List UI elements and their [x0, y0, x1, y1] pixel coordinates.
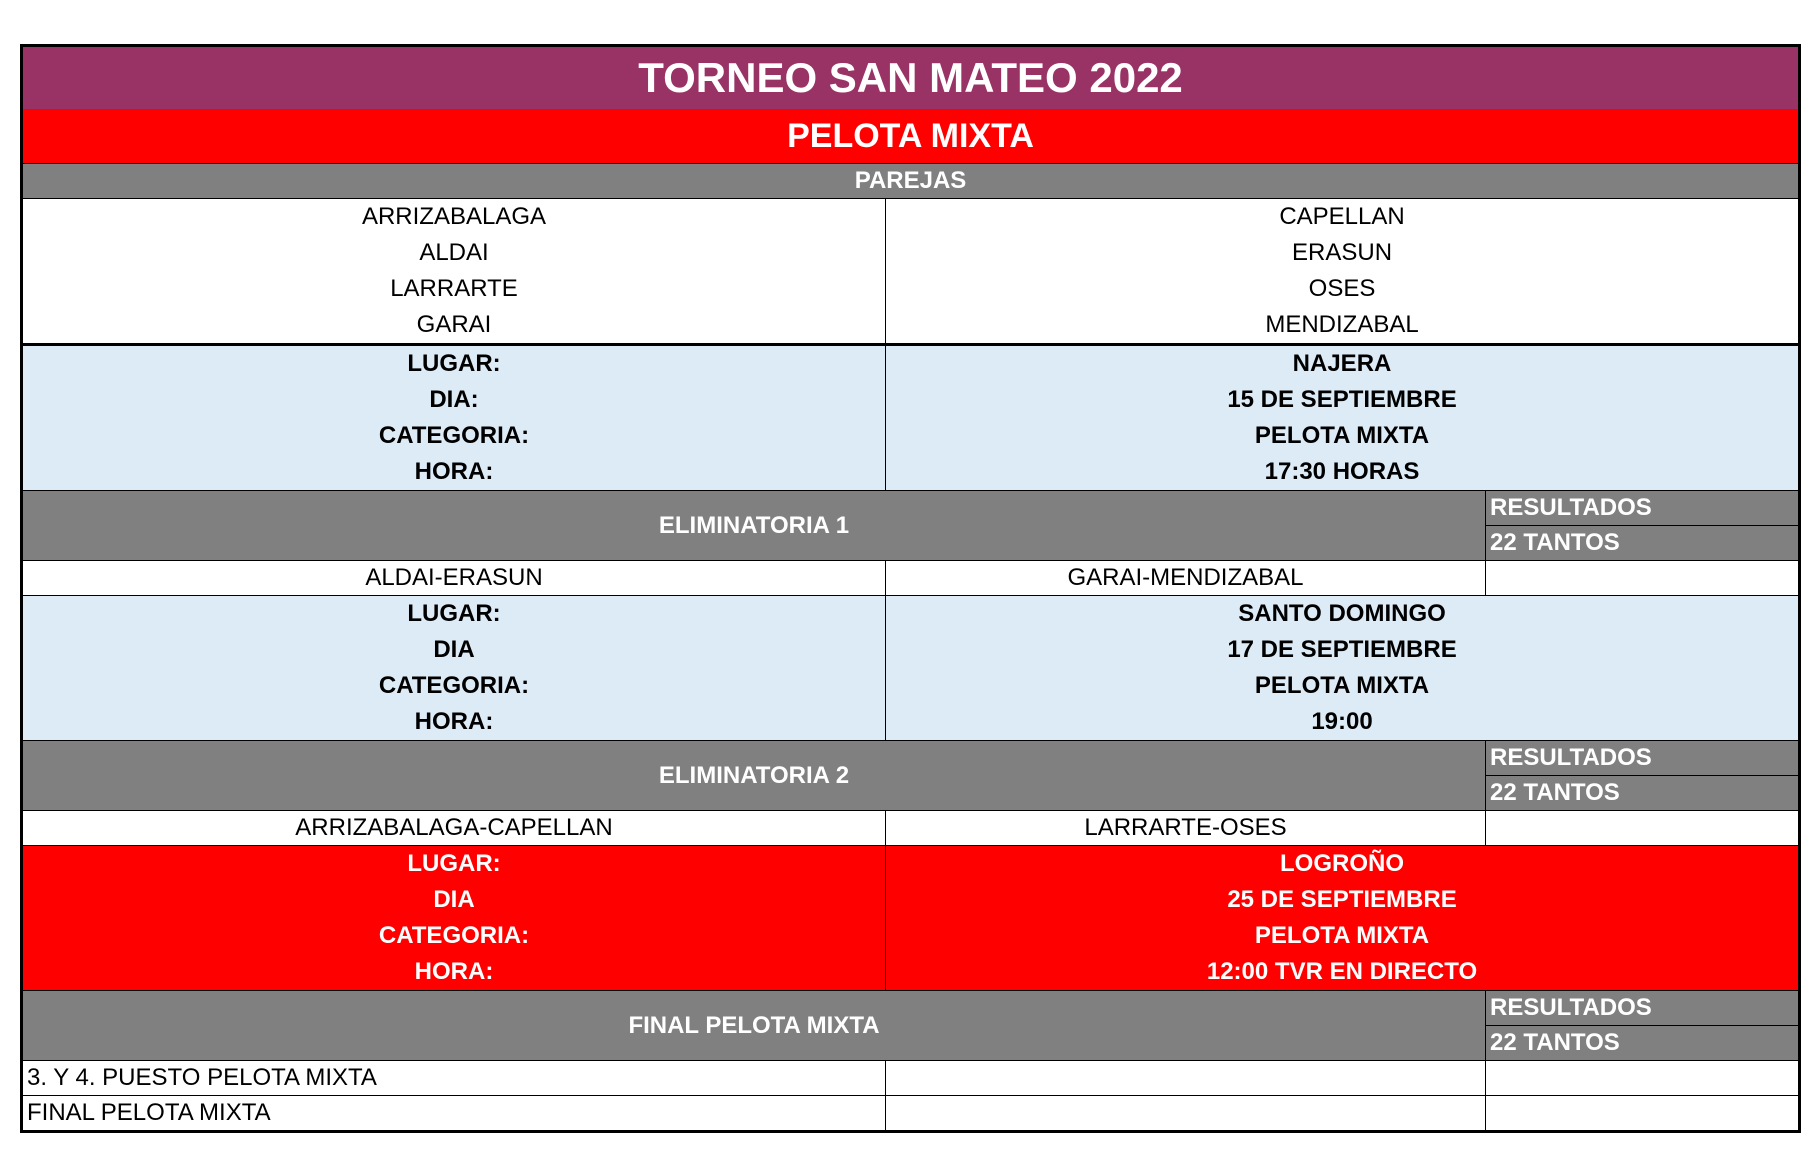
final-row-third-place: 3. Y 4. PUESTO PELOTA MIXTA — [22, 1061, 886, 1096]
pareja-left-1: ARRIZABALAGA — [22, 199, 886, 236]
eliminatoria-2-header: ELIMINATORIA 2 — [22, 741, 1486, 811]
eliminatoria-1-match-left: ALDAI-ERASUN — [22, 561, 886, 596]
final-row-final-match[interactable] — [886, 1096, 1486, 1132]
pareja-right-3: OSES — [886, 271, 1800, 307]
parejas-header: PAREJAS — [22, 164, 1800, 199]
info3-label-hora: HORA: — [22, 954, 886, 991]
final-header: FINAL PELOTA MIXTA — [22, 991, 1486, 1061]
info3-label-dia: DIA — [22, 882, 886, 918]
eliminatoria-2-tantos: 22 TANTOS — [1486, 776, 1800, 811]
eliminatoria-1-match-right: GARAI-MENDIZABAL — [886, 561, 1486, 596]
eliminatoria-2-match-left: ARRIZABALAGA-CAPELLAN — [22, 811, 886, 846]
info3-value-categoria: PELOTA MIXTA — [886, 918, 1800, 954]
eliminatoria-1-header: ELIMINATORIA 1 — [22, 491, 1486, 561]
info2-label-hora: HORA: — [22, 704, 886, 741]
eliminatoria-2-resultados: RESULTADOS — [1486, 741, 1800, 776]
pareja-right-4: MENDIZABAL — [886, 307, 1800, 345]
eliminatoria-1-result-cell[interactable] — [1486, 561, 1800, 596]
info3-value-hora: 12:00 TVR EN DIRECTO — [886, 954, 1800, 991]
info2-label-lugar: LUGAR: — [22, 596, 886, 633]
info1-label-hora: HORA: — [22, 454, 886, 491]
info3-label-categoria: CATEGORIA: — [22, 918, 886, 954]
eliminatoria-1-resultados: RESULTADOS — [1486, 491, 1800, 526]
info1-label-categoria: CATEGORIA: — [22, 418, 886, 454]
info1-label-lugar: LUGAR: — [22, 345, 886, 383]
info2-label-dia: DIA — [22, 632, 886, 668]
eliminatoria-2-match-right: LARRARTE-OSES — [886, 811, 1486, 846]
info1-value-hora: 17:30 HORAS — [886, 454, 1800, 491]
info3-value-lugar: LOGROÑO — [886, 846, 1800, 883]
pareja-right-1: CAPELLAN — [886, 199, 1800, 236]
pareja-left-2: ALDAI — [22, 235, 886, 271]
final-row-final: FINAL PELOTA MIXTA — [22, 1096, 886, 1132]
final-row-final-result[interactable] — [1486, 1096, 1800, 1132]
info3-value-dia: 25 DE SEPTIEMBRE — [886, 882, 1800, 918]
info2-value-categoria: PELOTA MIXTA — [886, 668, 1800, 704]
info1-value-dia: 15 DE SEPTIEMBRE — [886, 382, 1800, 418]
final-row-third-place-result[interactable] — [1486, 1061, 1800, 1096]
tournament-sheet — [20, 44, 1798, 1133]
info1-label-dia: DIA: — [22, 382, 886, 418]
final-row-third-place-match[interactable] — [886, 1061, 1486, 1096]
final-tantos: 22 TANTOS — [1486, 1026, 1800, 1061]
info2-value-hora: 19:00 — [886, 704, 1800, 741]
pareja-left-4: GARAI — [22, 307, 886, 345]
pareja-right-2: ERASUN — [886, 235, 1800, 271]
info2-value-dia: 17 DE SEPTIEMBRE — [886, 632, 1800, 668]
pareja-left-3: LARRARTE — [22, 271, 886, 307]
info1-value-lugar: NAJERA — [886, 345, 1800, 383]
page-title: TORNEO SAN MATEO 2022 — [22, 46, 1800, 110]
page-subtitle: PELOTA MIXTA — [22, 109, 1800, 164]
info2-value-lugar: SANTO DOMINGO — [886, 596, 1800, 633]
info1-value-categoria: PELOTA MIXTA — [886, 418, 1800, 454]
final-resultados: RESULTADOS — [1486, 991, 1800, 1026]
info2-label-categoria: CATEGORIA: — [22, 668, 886, 704]
eliminatoria-1-tantos: 22 TANTOS — [1486, 526, 1800, 561]
eliminatoria-2-result-cell[interactable] — [1486, 811, 1800, 846]
info3-label-lugar: LUGAR: — [22, 846, 886, 883]
schedule-table — [20, 44, 1801, 1133]
